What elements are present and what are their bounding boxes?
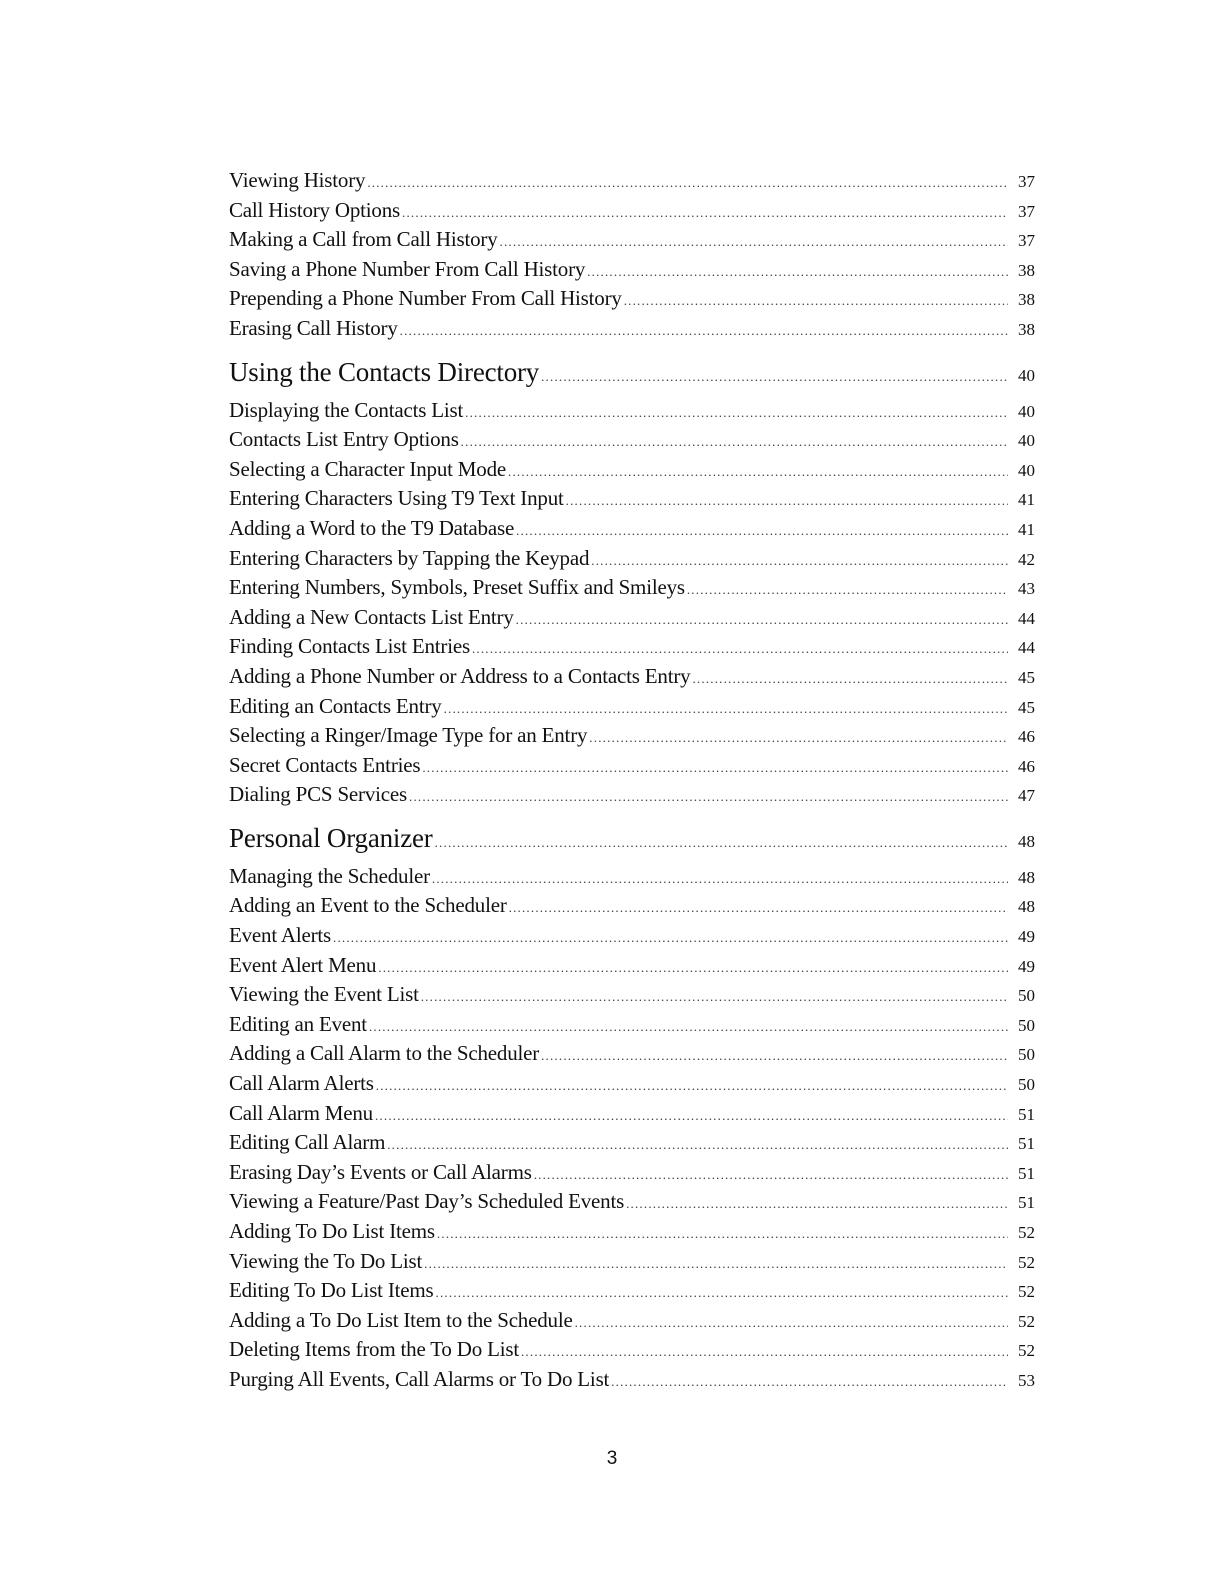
- dot-leader: [566, 486, 1008, 516]
- toc-entry-page-number: 49: [1018, 956, 1035, 976]
- toc-entry-title: Viewing the Event List: [229, 982, 419, 1007]
- toc-entry-page-number: 41: [1018, 490, 1035, 510]
- dot-leader: [516, 516, 1008, 546]
- dot-leader: [521, 1337, 1008, 1367]
- toc-entry: [229, 544, 1035, 574]
- dot-leader: [333, 923, 1008, 953]
- dot-leader: [421, 982, 1008, 1012]
- toc-entry-page-number: 44: [1018, 608, 1035, 628]
- toc-section-heading: [229, 352, 1035, 392]
- toc-entry-page-number: 50: [1018, 986, 1035, 1006]
- toc-entry-title: Editing an Contacts Entry: [229, 693, 442, 718]
- toc-entry-page-number: 46: [1018, 727, 1035, 747]
- toc-entry: [229, 1306, 1035, 1336]
- toc-entry: [229, 1128, 1035, 1158]
- toc-entry-page-number: 42: [1018, 549, 1035, 569]
- toc-entry-page-number: 50: [1018, 1045, 1035, 1065]
- toc-entry: [229, 1276, 1035, 1306]
- dot-leader: [591, 546, 1008, 576]
- dot-leader: [400, 316, 1008, 346]
- toc-entry: [229, 780, 1035, 810]
- toc-entry-title: Adding an Event to the Scheduler: [229, 893, 507, 918]
- toc-entry-title: Adding a Call Alarm to the Scheduler: [229, 1041, 540, 1066]
- toc-entry: [229, 514, 1035, 544]
- toc-entry-title: Displaying the Contacts List: [229, 397, 464, 422]
- toc-entry-page-number: 48: [1018, 867, 1035, 887]
- toc-entry: [229, 166, 1035, 196]
- toc-entry-title: Managing the Scheduler: [229, 863, 430, 888]
- toc-entry-title: Using the Contacts Directory: [229, 356, 540, 387]
- toc-entry-title: Call Alarm Menu: [229, 1100, 373, 1125]
- page-number: 3: [606, 1448, 618, 1469]
- toc-entry: [229, 314, 1035, 344]
- toc-entry-title: Editing an Event: [229, 1011, 367, 1036]
- toc-entry: [229, 1158, 1035, 1188]
- toc-entry-title: Editing Call Alarm: [229, 1130, 386, 1155]
- toc-entry: [229, 1187, 1035, 1217]
- dot-leader: [611, 1367, 1008, 1397]
- toc-entry-title: Selecting a Ringer/Image Type for an Entry: [229, 723, 588, 748]
- dot-leader: [509, 893, 1008, 923]
- toc-entry-title: Erasing Call History: [229, 315, 398, 340]
- toc-entry-title: Entering Characters Using T9 Text Input: [229, 486, 564, 511]
- toc-entry-title: Finding Contacts List Entries: [229, 634, 470, 659]
- dot-leader: [437, 1219, 1008, 1249]
- dot-leader: [436, 1278, 1008, 1308]
- dot-leader: [435, 823, 1008, 863]
- toc-entry: [229, 1335, 1035, 1365]
- dot-leader: [589, 723, 1008, 753]
- toc-entry-title: Viewing a Feature/Past Day’s Scheduled Events: [229, 1189, 625, 1214]
- toc-entry-title: Selecting a Character Input Mode: [229, 456, 506, 481]
- toc-entry-page-number: 37: [1018, 231, 1035, 251]
- toc-entry: [229, 396, 1035, 426]
- toc-entry-title: Adding a To Do List Item to the Schedule: [229, 1307, 573, 1332]
- toc-entry: [229, 484, 1035, 514]
- dot-leader: [367, 168, 1008, 198]
- toc-entry: [229, 573, 1035, 603]
- toc-entry: [229, 891, 1035, 921]
- dot-leader: [692, 664, 1008, 694]
- toc-entry-page-number: 40: [1018, 431, 1035, 451]
- toc-entry: [229, 951, 1035, 981]
- toc-entry-title: Viewing the To Do List: [229, 1248, 423, 1273]
- dot-leader: [402, 198, 1008, 228]
- toc-entry-page-number: 50: [1018, 1015, 1035, 1035]
- toc-entry-title: Saving a Phone Number From Call History: [229, 256, 586, 281]
- toc-entry-page-number: 52: [1018, 1223, 1035, 1242]
- toc-entry: [229, 1069, 1035, 1099]
- toc-entry-title: Event Alerts: [229, 923, 331, 948]
- dot-leader: [575, 1308, 1008, 1338]
- toc-entry-title: Secret Contacts Entries: [229, 752, 421, 777]
- toc-entry-title: Entering Characters by Tapping the Keypad: [229, 545, 590, 570]
- dot-leader: [587, 257, 1008, 287]
- toc-entry-page-number: 52: [1018, 1282, 1035, 1302]
- dot-leader: [432, 864, 1008, 894]
- toc-entry-page-number: 37: [1018, 172, 1035, 191]
- toc-entry-page-number: 40: [1018, 365, 1035, 385]
- toc-entry: [229, 1217, 1035, 1247]
- toc-entry-page-number: 51: [1018, 1104, 1035, 1124]
- dot-leader: [387, 1130, 1008, 1160]
- toc-entry: [229, 1039, 1035, 1069]
- toc-entry-page-number: 45: [1018, 667, 1035, 687]
- dot-leader: [508, 457, 1008, 487]
- toc-entry: [229, 721, 1035, 751]
- dot-leader: [375, 1101, 1008, 1131]
- dot-leader: [422, 753, 1008, 783]
- toc-entry: [229, 196, 1035, 226]
- toc-entry-page-number: 51: [1018, 1163, 1035, 1183]
- toc-entry-page-number: 52: [1018, 1311, 1035, 1331]
- toc-entry-title: Deleting Items from the To Do List: [229, 1337, 519, 1362]
- toc-entry-title: Adding To Do List Items: [229, 1219, 435, 1243]
- dot-leader: [626, 1189, 1008, 1219]
- toc-entry: [229, 862, 1035, 892]
- toc-entry: [229, 1247, 1035, 1277]
- dot-leader: [687, 575, 1008, 605]
- toc-entry: [229, 980, 1035, 1010]
- toc-entry-title: Purging All Events, Call Alarms or To Do List: [229, 1366, 610, 1391]
- dot-leader: [534, 1160, 1008, 1190]
- toc-entry-page-number: 53: [1018, 1370, 1035, 1390]
- toc-entry-page-number: 51: [1018, 1134, 1035, 1154]
- toc-entry-title: Call Alarm Alerts: [229, 1071, 374, 1096]
- toc-entry: [229, 662, 1035, 692]
- toc-entry-title: Erasing Day’s Events or Call Alarms: [229, 1159, 532, 1184]
- toc-entry: [229, 455, 1035, 485]
- toc-entry: [229, 603, 1035, 633]
- toc-entry-title: Entering Numbers, Symbols, Preset Suffix and Smileys: [229, 575, 685, 600]
- toc-entry-title: Contacts List Entry Options: [229, 427, 459, 452]
- toc-entry-page-number: 38: [1018, 260, 1035, 280]
- toc-entry-page-number: 37: [1018, 201, 1035, 221]
- toc-entry-page-number: 41: [1018, 519, 1035, 539]
- dot-leader: [541, 357, 1008, 397]
- dot-leader: [424, 1249, 1008, 1279]
- toc-entry: [229, 255, 1035, 285]
- toc-entry: [229, 692, 1035, 722]
- toc-entry-title: Viewing History: [229, 168, 366, 192]
- toc-entry-title: Adding a Phone Number or Address to a Contacts Entry: [229, 663, 691, 688]
- toc-section-heading: [229, 818, 1035, 858]
- toc-entry-page-number: 45: [1018, 697, 1035, 717]
- toc-entry: [229, 225, 1035, 255]
- toc-entry: [229, 284, 1035, 314]
- toc-entry-title: Editing To Do List Items: [229, 1278, 434, 1303]
- dot-leader: [500, 227, 1008, 257]
- toc-entry: [229, 1099, 1035, 1129]
- dot-leader: [369, 1012, 1008, 1042]
- toc-entry-page-number: 49: [1018, 927, 1035, 947]
- toc-entry-title: Adding a Word to the T9 Database: [229, 515, 515, 540]
- dot-leader: [624, 286, 1008, 316]
- toc-entry-page-number: 38: [1018, 319, 1035, 339]
- toc-entry-page-number: 50: [1018, 1075, 1035, 1095]
- toc-entry-page-number: 52: [1018, 1341, 1035, 1361]
- toc-entry: [229, 425, 1035, 455]
- dot-leader: [378, 953, 1008, 983]
- toc-entry: [229, 921, 1035, 951]
- toc-entry-title: Prepending a Phone Number From Call History: [229, 286, 622, 311]
- table-of-contents: [229, 166, 1035, 1395]
- toc-entry: [229, 1365, 1035, 1395]
- toc-entry-page-number: 40: [1018, 401, 1035, 421]
- dot-leader: [409, 782, 1008, 812]
- toc-entry-page-number: 47: [1018, 786, 1035, 806]
- dot-leader: [376, 1071, 1008, 1101]
- dot-leader: [472, 634, 1008, 664]
- toc-entry-page-number: 52: [1018, 1252, 1035, 1272]
- toc-entry: [229, 1010, 1035, 1040]
- toc-entry: [229, 632, 1035, 662]
- toc-entry-title: Event Alert Menu: [229, 952, 377, 977]
- toc-entry-title: Personal Organizer: [229, 822, 433, 853]
- toc-entry-page-number: 40: [1018, 460, 1035, 480]
- toc-entry-title: Call History Options: [229, 197, 401, 222]
- dot-leader: [516, 605, 1008, 635]
- toc-entry-page-number: 48: [1018, 831, 1035, 851]
- toc-entry-title: Making a Call from Call History: [229, 227, 498, 252]
- dot-leader: [541, 1041, 1008, 1071]
- toc-entry-page-number: 44: [1018, 638, 1035, 658]
- toc-entry-page-number: 48: [1018, 897, 1035, 917]
- toc-entry-title: Dialing PCS Services: [229, 782, 407, 807]
- toc-entry-page-number: 43: [1018, 579, 1035, 599]
- toc-entry: [229, 751, 1035, 781]
- dot-leader: [461, 427, 1008, 457]
- toc-entry-page-number: 46: [1018, 756, 1035, 776]
- dot-leader: [444, 694, 1008, 724]
- dot-leader: [465, 398, 1008, 428]
- toc-entry-title: Adding a New Contacts List Entry: [229, 604, 514, 629]
- toc-entry-page-number: 51: [1018, 1193, 1035, 1213]
- toc-entry-page-number: 38: [1018, 290, 1035, 310]
